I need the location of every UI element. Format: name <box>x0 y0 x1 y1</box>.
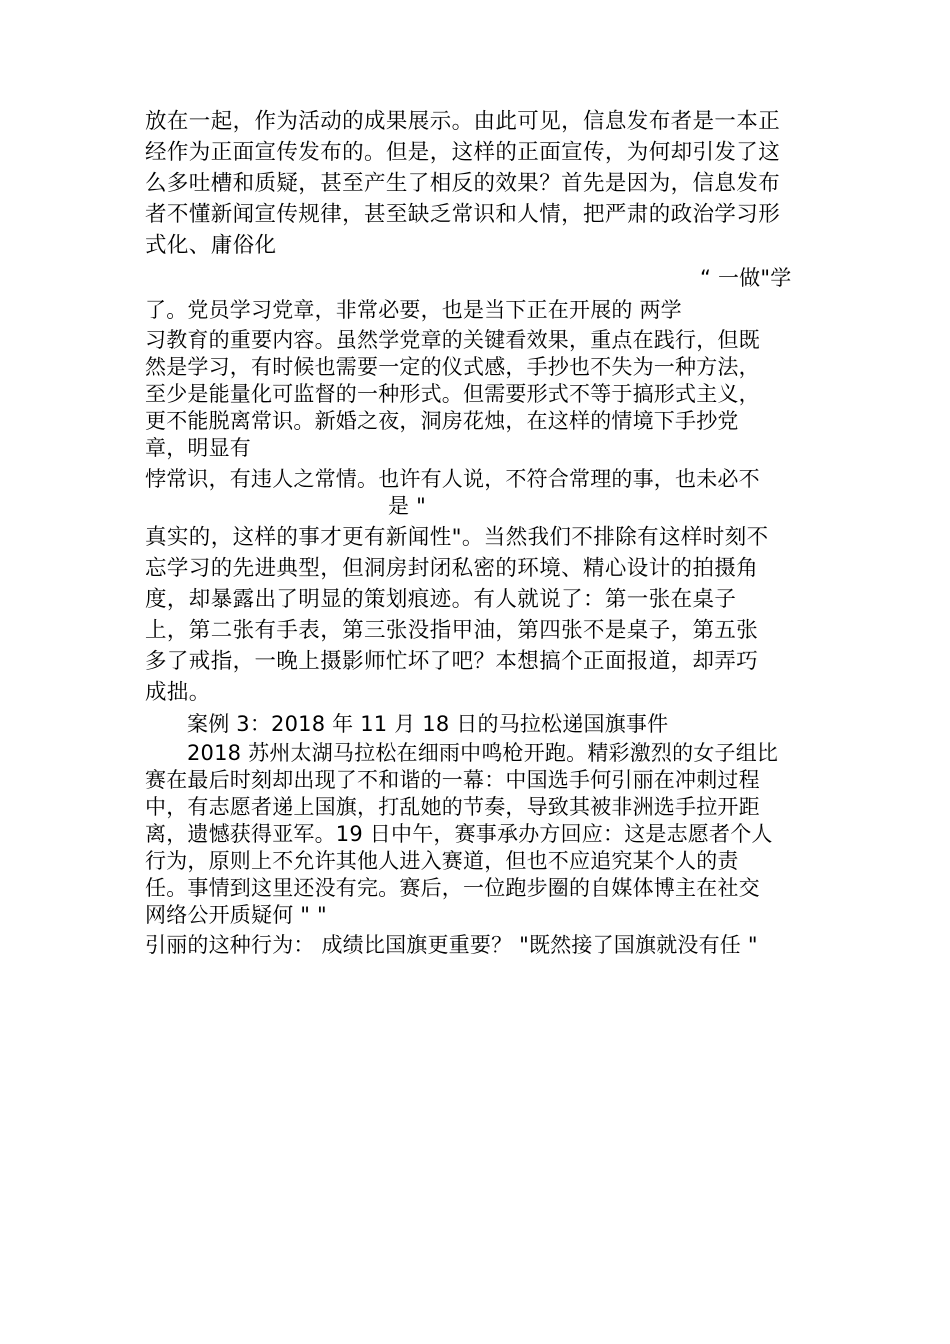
paragraph-line: 成拙。 <box>145 680 211 705</box>
paragraph-line: 放在一起，作为活动的成果展示。由此可见，信息发布者是一本正 <box>145 109 781 134</box>
paragraph-line: 中，有志愿者递上国旗，打乱她的节奏，导致其被非洲选手拉开距 <box>145 795 760 819</box>
paragraph-line: “ 一做"学 <box>700 266 792 290</box>
paragraph-line: 式化、庸俗化 <box>145 233 277 258</box>
case-heading: 案例 3：2018 年 11 月 18 日的马拉松递国旗事件 <box>187 712 669 736</box>
paragraph-line: 上，第二张有手表，第三张没指甲油，第四张不是桌子，第五张 <box>145 618 759 643</box>
paragraph-line: 悖常识，有违人之常情。也许有人说，不符合常理的事，也未必不 <box>145 467 760 491</box>
paragraph-line: 了。党员学习党章，非常必要，也是当下正在开展的 两学 <box>145 298 682 322</box>
paragraph-line: 习教育的重要内容。虽然学党章的关键看效果，重点在践行，但既 <box>145 328 760 352</box>
paragraph-line: 然是学习，有时候也需要一定的仪式感，手抄也不失为一种方法， <box>145 355 760 379</box>
paragraph-line: 么多吐槽和质疑，甚至产生了相反的效果？首先是因为，信息发布 <box>145 171 781 196</box>
paragraph-line: 忘学习的先进典型，但洞房封闭私密的环境、精心设计的拍摄角 <box>145 556 759 581</box>
paragraph-line: 是 " <box>388 494 426 518</box>
paragraph-line: 真实的，这样的事才更有新闻性"。当然我们不排除有这样时刻不 <box>145 525 769 550</box>
paragraph-line: 任。事情到这里还没有完。赛后，一位跑步圈的自媒体博主在社交 <box>145 876 760 900</box>
paragraph-line: 引丽的这种行为： 成绩比国旗更重要？ "既然接了国旗就没有任 " <box>145 933 758 957</box>
paragraph-line: 赛在最后时刻却出现了不和谐的一幕：中国选手何引丽在冲刺过程 <box>145 768 760 792</box>
paragraph-line: 度，却暴露出了明显的策划痕迹。有人就说了：第一张在桌子 <box>145 587 737 612</box>
paragraph-line: 经作为正面宣传发布的。但是，这样的正面宣传，为何却引发了这 <box>145 140 781 165</box>
paragraph-line: 离，遗憾获得亚军。19 日中午，赛事承办方回应：这是志愿者个人 <box>145 822 773 846</box>
paragraph-line: 网络公开质疑何 " " <box>145 903 327 927</box>
paragraph-line: 者不懂新闻宣传规律，甚至缺乏常识和人情，把严肃的政治学习形 <box>145 202 781 227</box>
paragraph-line: 多了戒指，一晚上摄影师忙坏了吧？本想搞个正面报道，却弄巧 <box>145 649 759 674</box>
paragraph-line: 更不能脱离常识。新婚之夜，洞房花烛，在这样的情境下手抄党 <box>145 409 739 433</box>
paragraph-line: 行为，原则上不允许其他人进入赛道，但也不应追究某个人的责 <box>145 849 739 873</box>
paragraph-line: 章，明显有 <box>145 436 251 460</box>
paragraph-line: 2018 苏州太湖马拉松在细雨中鸣枪开跑。精彩激烈的女子组比 <box>187 741 779 765</box>
paragraph-line: 至少是能量化可监督的一种形式。但需要形式不等于搞形式主义， <box>145 382 760 406</box>
